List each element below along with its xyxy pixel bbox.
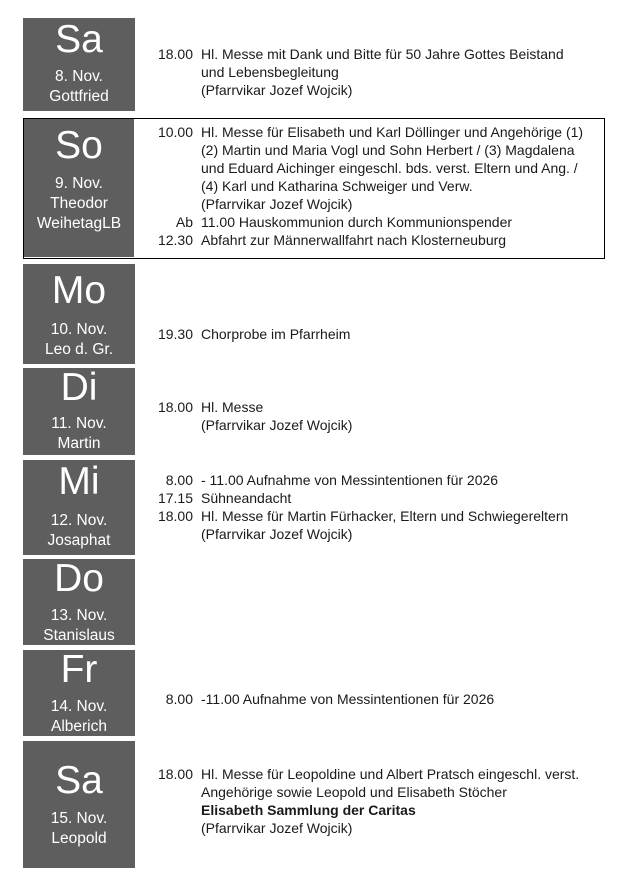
day-saint: Stanislaus <box>43 627 115 644</box>
event-text: Sühneandacht <box>201 490 292 506</box>
day-badge <box>23 18 135 111</box>
event-text: 11.00 Hauskommunion durch Kommunionspender <box>201 214 513 230</box>
event-item <box>143 45 605 99</box>
event-time: 10.00 <box>157 124 193 140</box>
day-row-di-11 <box>23 368 605 455</box>
day-badge <box>24 119 134 257</box>
day-date: 9. Nov. <box>55 175 103 192</box>
event-time: 18.00 <box>157 399 193 415</box>
event-list <box>143 325 605 343</box>
event-item <box>143 213 604 231</box>
event-time: Ab <box>175 214 193 230</box>
day-extra: WeihetagLB <box>36 215 122 232</box>
event-item <box>143 398 605 434</box>
day-date: 10. Nov. <box>50 321 108 338</box>
event-text: Hl. Messe (Pfarrvikar Jozef Wojcik) <box>201 399 353 433</box>
day-date: 14. Nov. <box>50 698 108 715</box>
day-abbr: Mi <box>58 460 100 503</box>
event-item <box>143 325 605 343</box>
event-item <box>143 489 605 507</box>
event-time: 8.00 <box>165 691 193 707</box>
day-badge <box>23 460 135 555</box>
event-list <box>143 45 605 99</box>
day-saint: Alberich <box>51 718 107 735</box>
day-saint: Gottfried <box>49 88 109 105</box>
event-text: Chorprobe im Pfarrheim <box>201 326 351 342</box>
event-item <box>143 690 605 708</box>
event-text-bold: Elisabeth Sammlung der Caritas <box>201 802 416 818</box>
day-abbr: Di <box>60 366 98 409</box>
event-item <box>143 231 604 249</box>
event-text: Hl. Messe für Leopoldine und Albert Pratsch eingeschl. verst. Angehörige sowie Leopold und Elisabeth Stöcher <box>201 766 580 800</box>
day-row-sa-15 <box>23 741 605 868</box>
day-saint: Leopold <box>51 830 107 847</box>
event-text: Hl. Messe mit Dank und Bitte für 50 Jahre Gottes Beistand und Lebensbegleitung (Pfarrvikar Jozef Wojcik) <box>201 46 564 98</box>
day-abbr: Do <box>54 557 104 600</box>
event-list <box>143 690 605 708</box>
event-time: 8.00 <box>165 472 193 488</box>
event-time <box>143 801 193 819</box>
event-item <box>143 507 605 543</box>
day-abbr: So <box>55 124 103 167</box>
day-abbr: Sa <box>55 759 103 802</box>
day-row-do-13 <box>23 559 605 645</box>
event-list <box>143 123 604 249</box>
event-time: 17.15 <box>157 490 193 506</box>
event-list <box>143 398 605 434</box>
day-saint: Josaphat <box>47 532 111 549</box>
day-date: 12. Nov. <box>50 512 108 529</box>
day-saint: Theodor <box>50 195 108 212</box>
day-row-fr-14 <box>23 650 605 736</box>
event-time: 18.00 <box>157 46 193 62</box>
event-time: 19.30 <box>157 326 193 342</box>
day-row-mi-12 <box>23 460 605 555</box>
event-text: Hl. Messe für Martin Fürhacker, Eltern und Schwiegereltern (Pfarrvikar Jozef Wojcik) <box>201 508 569 542</box>
event-time: 18.00 <box>157 766 193 782</box>
day-badge <box>23 559 135 645</box>
day-date: 11. Nov. <box>51 415 107 432</box>
day-badge <box>23 741 135 868</box>
event-text: (Pfarrvikar Jozef Wojcik) <box>201 820 353 836</box>
event-time: 12.30 <box>157 232 193 248</box>
day-abbr: Mo <box>51 269 107 312</box>
event-text: Abfahrt zur Männerwallfahrt nach Klosterneuburg <box>201 232 507 248</box>
event-time: 18.00 <box>157 508 193 524</box>
event-item <box>143 819 605 837</box>
event-list <box>143 765 605 837</box>
day-badge <box>23 650 135 736</box>
day-abbr: Sa <box>55 18 103 61</box>
day-date: 8. Nov. <box>55 68 103 85</box>
event-item <box>143 801 605 819</box>
event-text: - 11.00 Aufnahme von Messintentionen für 2026 <box>201 472 499 488</box>
event-item <box>143 471 605 489</box>
day-date: 13. Nov. <box>50 607 108 624</box>
event-item <box>143 123 604 213</box>
event-text: -11.00 Aufnahme von Messintentionen für 2026 <box>201 691 495 707</box>
event-text: Hl. Messe für Elisabeth und Karl Döllinger und Angehörige (1) (2) Martin und Maria Vogl und Sohn Herbert / (3) Magdalena und Eduard Aichinger eingeschl. bds. verst. Eltern und Ang. / (4) Karl und Katharina Schweiger und Verw. (Pfarrvikar Jozef Wojcik) <box>201 124 584 212</box>
day-saint: Leo d. Gr. <box>44 341 114 358</box>
event-item <box>143 765 605 801</box>
day-saint: Martin <box>57 435 101 452</box>
day-row-so-9 <box>23 118 605 259</box>
day-abbr: Fr <box>60 648 98 691</box>
event-list <box>143 471 605 543</box>
day-badge <box>23 264 135 364</box>
day-date: 15. Nov. <box>50 810 108 827</box>
event-time <box>143 819 193 837</box>
day-badge <box>23 368 135 455</box>
day-row-sa-8 <box>23 18 605 111</box>
day-row-mo-10 <box>23 264 605 364</box>
